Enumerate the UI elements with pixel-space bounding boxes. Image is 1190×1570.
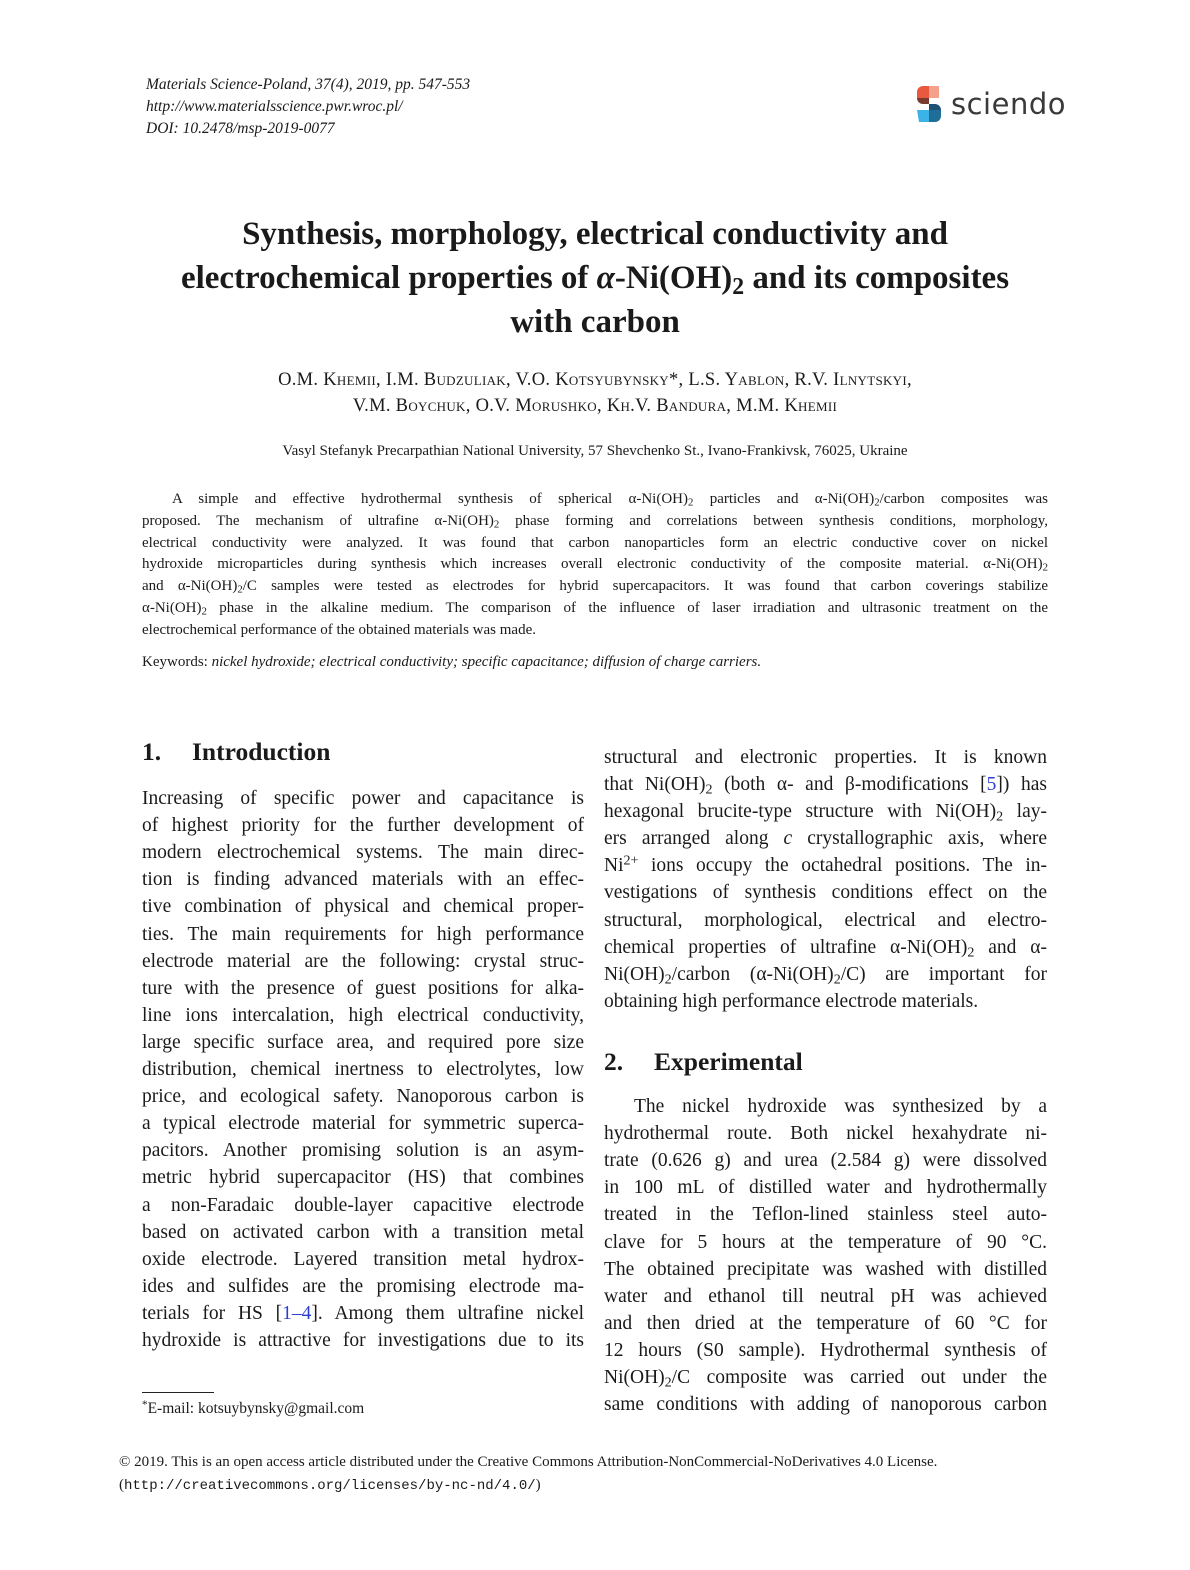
subscript: 2 bbox=[1042, 562, 1048, 575]
text-line: treated in the Teflon-lined stainless steel auto- bbox=[604, 1204, 1047, 1226]
text-line: ides and sulfides are the promising electrode ma- bbox=[142, 1275, 584, 1297]
text-line: price, and ecological safety. Nanoporous carbon is bbox=[142, 1086, 584, 1108]
subscript: 2 bbox=[688, 496, 694, 509]
footnote-marker: * bbox=[142, 1398, 148, 1411]
affiliation: Vasyl Stefanyk Precarpathian National University, 57 Shevchenko St., Ivano-Frankivsk, 76025, Ukraine bbox=[282, 443, 908, 459]
text-line: chemical properties of ultrafine $\alpha-Ni(OH)_2$ and α- bbox=[604, 936, 1047, 961]
author-list bbox=[0, 367, 1190, 419]
superscript: 2+ bbox=[623, 853, 639, 870]
text-line: $Ni^{2+}$ ions occupy the octahedral positions. The in- bbox=[604, 853, 1047, 877]
text-line: water and ethanol till neutral pH was achieved bbox=[604, 1285, 1047, 1307]
section-title: Introduction bbox=[192, 737, 331, 766]
text-line: terials for HS [1–4]. Among them ultrafine nickel bbox=[142, 1302, 585, 1324]
license-text: © 2019. This is an open access article distributed under the Creative Commons Attribution-NonCommercial-NoDerivatives 4.0 License. bbox=[119, 1454, 938, 1470]
subscript: 2 bbox=[664, 971, 672, 988]
section-heading-experimental bbox=[604, 1048, 1047, 1075]
text-line: a non-Faradaic double-layer capacitive electrode bbox=[142, 1194, 584, 1216]
paper-title bbox=[0, 212, 1190, 344]
text-line: based on activated carbon with a transition metal bbox=[142, 1221, 584, 1243]
keywords-value: nickel hydroxide; electrical conductivity; specific capacitance; diffusion of charge carriers. bbox=[211, 654, 762, 670]
text-line: Synthesis, morphology, electrical conductivity and bbox=[242, 216, 948, 252]
text-line: 12 hours (S0 sample). Hydrothermal synthesis of bbox=[604, 1339, 1047, 1361]
text-line: electrochemical properties of $\alpha-Ni(OH)_2$ and its composites bbox=[180, 260, 1010, 300]
author-line: V.M. Boychuk, O.V. Morushko, Kh.V. Bandura, M.M. Khemii bbox=[352, 396, 838, 416]
italic-text: c bbox=[783, 828, 793, 850]
column-left bbox=[142, 738, 584, 1354]
license-url-line bbox=[119, 1474, 937, 1498]
publisher-logo bbox=[917, 86, 1066, 122]
footnote bbox=[142, 1400, 364, 1418]
text-line: modern electrochemical systems. The main direc- bbox=[142, 842, 584, 864]
experimental-section bbox=[604, 1048, 1047, 1418]
text-line: same conditions with adding of nanoporous carbon bbox=[604, 1394, 1047, 1416]
journal-url[interactable]: http://www.materialsscience.pwr.wroc.pl/ bbox=[146, 98, 403, 115]
text-line: electrode material are the following: crystal struc- bbox=[142, 950, 584, 972]
text-line: hydroxide is attractive for investigations due to its bbox=[142, 1329, 584, 1351]
text-line: vestigations of synthesis conditions effect on the bbox=[604, 882, 1047, 904]
experimental-paragraph bbox=[604, 1093, 1047, 1418]
journal-info bbox=[146, 74, 470, 140]
subscript: 2 bbox=[996, 808, 1004, 825]
text-line: structural, morphological, electrical and electro- bbox=[604, 909, 1047, 931]
text-line: ture with the presence of guest positions for alka- bbox=[142, 977, 584, 999]
text-line: metric hybrid supercapacitor (HS) that combines bbox=[142, 1167, 584, 1189]
abstract bbox=[142, 489, 1048, 642]
citation-link[interactable]: 1–4 bbox=[282, 1302, 312, 1324]
subscript: 2 bbox=[705, 781, 713, 798]
text-line: oxide electrode. Layered transition metal hydrox- bbox=[142, 1248, 584, 1270]
section-heading-introduction bbox=[142, 738, 584, 765]
text-line: electrochemical performance of the obtained materials was made. bbox=[142, 621, 536, 638]
text-line: that $Ni(OH)_2$ (both α- and β-modifications [5]) has bbox=[604, 774, 1047, 798]
subscript: 2 bbox=[874, 496, 880, 509]
text-line: pacitors. Another promising solution is an asym- bbox=[142, 1140, 584, 1162]
keywords-label: Keywords: bbox=[142, 654, 212, 670]
text-line: trate (0.626 g) and urea (2.584 g) were dissolved bbox=[604, 1150, 1047, 1172]
text-line: and then dried at the temperature of 60 °C for bbox=[604, 1312, 1047, 1334]
footnote-rule bbox=[142, 1392, 214, 1393]
text-line: line ions intercalation, high electrical conductivity, bbox=[142, 1004, 584, 1026]
journal-citation: Materials Science-Poland, 37(4), 2019, pp. 547-553 bbox=[146, 76, 471, 93]
text-line: distribution, chemical inertness to electrolytes, low bbox=[142, 1059, 584, 1081]
text-line: The nickel hydroxide was synthesized by a bbox=[634, 1096, 1047, 1118]
text-line: in 100 mL of distilled water and hydrothermally bbox=[604, 1177, 1047, 1199]
section-number: 2. bbox=[604, 1047, 624, 1076]
text-line: tion is finding advanced materials with an effec- bbox=[142, 869, 584, 891]
introduction-continued-paragraph bbox=[604, 744, 1047, 1015]
footnote-email[interactable]: E-mail: kotsuybynsky@gmail.com bbox=[147, 1400, 365, 1417]
subscript: 2 bbox=[732, 273, 745, 300]
publisher-name: sciendo bbox=[951, 87, 1066, 121]
text-line: hydroxide microparticles during synthesis which increases overall electronic conductivity of the composite material. $\alpha-Ni(OH)_2$ bbox=[142, 556, 1048, 575]
italic-text: α bbox=[596, 260, 615, 296]
citation-link[interactable]: 5 bbox=[986, 774, 997, 796]
subscript: 2 bbox=[493, 518, 500, 531]
text-line: electrical conductivity were analyzed. It was found that carbon nanoparticles form an electric conductive cover on nickel bbox=[142, 534, 1048, 551]
license-notice bbox=[119, 1451, 937, 1498]
text-line: ties. The main requirements for high performance bbox=[142, 923, 584, 945]
subscript: 2 bbox=[833, 971, 841, 988]
text-line: with carbon bbox=[510, 304, 680, 340]
subscript: 2 bbox=[967, 944, 975, 961]
text-line: Increasing of specific power and capacitance is bbox=[142, 788, 584, 810]
text-line: clave for 5 hours at the temperature of 90 °C. bbox=[604, 1231, 1047, 1253]
text-line: proposed. The mechanism of ultrafine $\alpha-Ni(OH)_2$ phase forming and correlations between synthesis conditions, morphology, bbox=[142, 512, 1048, 531]
keywords bbox=[142, 654, 761, 671]
text-line: $Ni(OH)_2/C$ composite was carried out under the bbox=[604, 1367, 1047, 1391]
text-line: large specific surface area, and required pore size bbox=[142, 1031, 584, 1053]
paren-open: ( bbox=[119, 1477, 124, 1493]
subscript: 2 bbox=[201, 605, 207, 618]
author-line: O.M. Khemii, I.M. Budzuliak, V.O. Kotsyubynsky*, L.S. Yablon, R.V. Ilnytskyi, bbox=[278, 370, 912, 390]
text-line: hydrothermal route. Both nickel hexahydrate ni- bbox=[604, 1123, 1047, 1145]
subscript: 2 bbox=[237, 583, 243, 596]
section-title: Experimental bbox=[654, 1047, 803, 1076]
text-line: a typical electrode material for symmetric superca- bbox=[142, 1113, 584, 1135]
text-line: structural and electronic properties. It is known bbox=[604, 747, 1047, 768]
text-line: hexagonal brucite-type structure with $Ni(OH)_2$ lay- bbox=[604, 801, 1047, 825]
subscript: 2 bbox=[664, 1374, 672, 1391]
section-number: 1. bbox=[142, 737, 162, 766]
text-line: The obtained precipitate was washed with distilled bbox=[604, 1258, 1047, 1280]
text-line: tive combination of physical and chemical proper- bbox=[142, 896, 584, 918]
text-line: $\alpha-Ni(OH)_2$ phase in the alkaline medium. The comparison of the influence of laser irradiation and ultrasonic treatment on the bbox=[142, 599, 1048, 618]
column-right bbox=[604, 744, 1047, 1015]
text-line: of highest priority for the further development of bbox=[142, 815, 584, 837]
text-line: and $\alpha-Ni(OH)_2/C$ samples were tested as electrodes for hybrid supercapacitors. It was found that carbon coverings stabilize bbox=[142, 578, 1048, 596]
introduction-paragraph bbox=[142, 785, 584, 1354]
sciendo-logo-icon bbox=[917, 86, 941, 122]
text-line: $Ni(OH)_2$/carbon $(\alpha-Ni(OH)_2/C)$ are important for bbox=[604, 963, 1048, 988]
text-line: ers arranged along c crystallographic axis, where bbox=[604, 828, 1047, 850]
license-url-link[interactable]: http://creativecommons.org/licenses/by-nc-nd/4.0/ bbox=[124, 1478, 536, 1494]
paren-close: ) bbox=[535, 1477, 541, 1493]
text-line: A simple and effective hydrothermal synthesis of spherical $\alpha-Ni(OH)_2$ particles and $\alpha-Ni(OH)_2$/carbon composites was bbox=[172, 491, 1048, 509]
doi[interactable]: DOI: 10.2478/msp-2019-0077 bbox=[146, 120, 335, 137]
text-line: obtaining high performance electrode materials. bbox=[604, 990, 979, 1012]
